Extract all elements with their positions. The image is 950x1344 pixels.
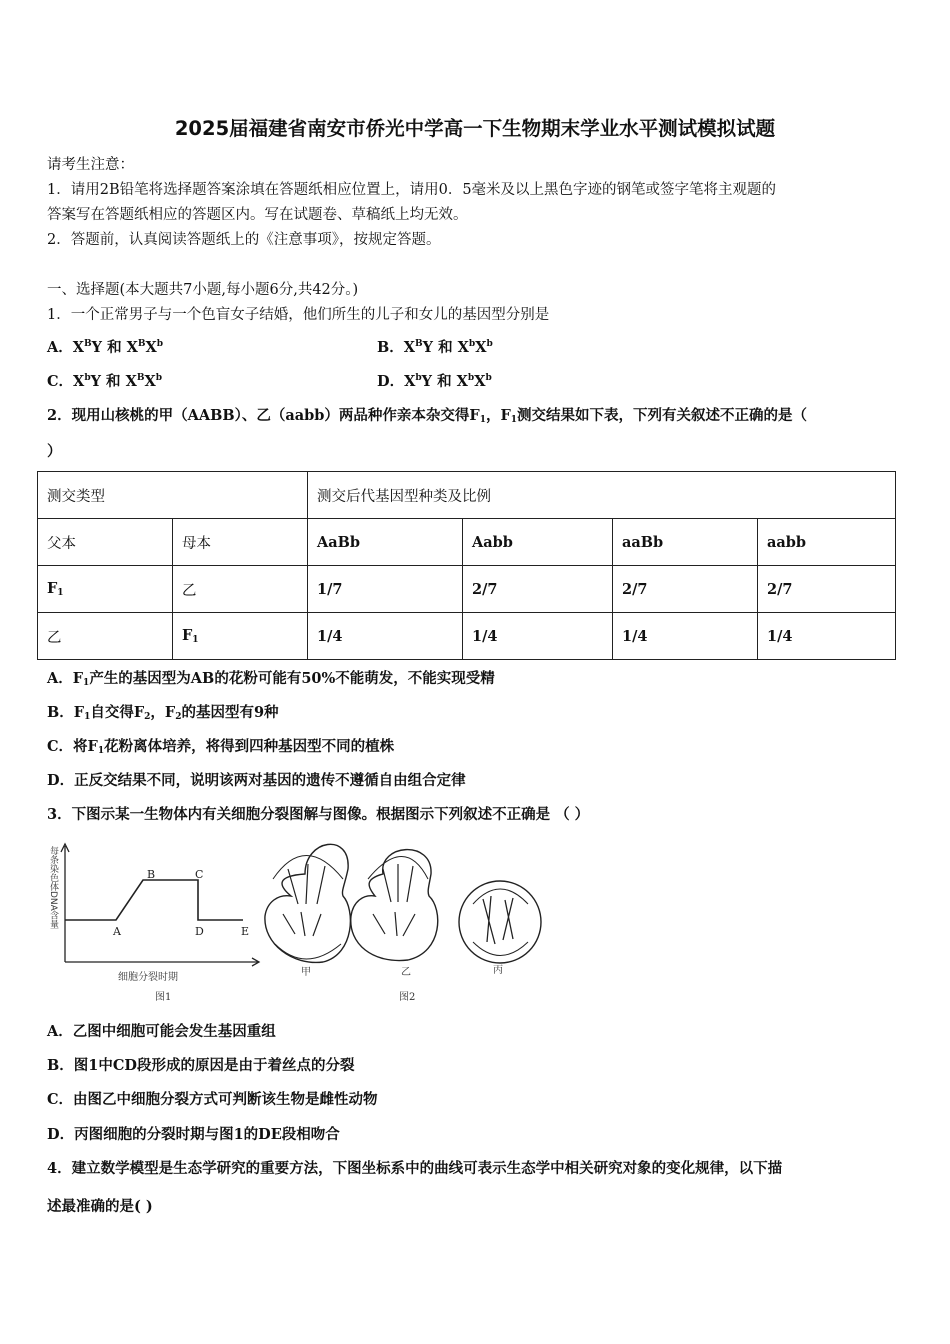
q1-option-d: D．$X^bY$ 和 $X^bX^b$ (377, 373, 492, 390)
table-col-mother: 母本 (173, 519, 308, 566)
cell-division-figure (43, 834, 543, 1009)
graph-xlabel: 细胞分裂时期 (118, 972, 178, 983)
q4-stem: 4．建立数学模型是生态学研究的重要方法，下图坐标系中的曲线可表示生态学中相关研究对象的变化规律，以下描 (47, 1160, 783, 1177)
cell-jia (265, 844, 350, 962)
table-row (38, 566, 896, 613)
table-col-father: 父本 (38, 519, 173, 566)
q2-option-b: B．$F_1$自交得$F_2$，$F_2$的基因型有9种 (47, 704, 279, 722)
table-col-aabb-3: aaBb (613, 519, 758, 566)
graph-point-e: E (241, 925, 250, 938)
graph-point-b: B (147, 868, 156, 881)
table-header-type: 测交类型 (38, 472, 308, 519)
cell-bing-label: 丙 (493, 965, 503, 976)
table-cell: 2/7 (613, 566, 758, 613)
testcross-table (37, 471, 896, 660)
q2-option-c: C．将$F_1$花粉离体培养，将得到四种基因型不同的植株 (47, 738, 395, 756)
table-col-aabb-1: AaBb (308, 519, 463, 566)
table-row (38, 613, 896, 660)
table-cell: 乙 (173, 566, 308, 613)
q1-stem: 1．一个正常男子与一个色盲女子结婚，他们所生的儿子和女儿的基因型分别是 (47, 307, 550, 323)
q2-stem-end: ） (47, 443, 62, 460)
q1-option-b: B．$X^BY$ 和 $X^bX^b$ (377, 339, 493, 356)
q2-option-a: A．$F_1$产生的基因型为AB的花粉可能有50%不能萌发，不能实现受精 (47, 670, 495, 688)
table-cell: $F_1$ (173, 613, 308, 660)
figure1-caption: 图1 (155, 992, 172, 1003)
q4-stem-b: 述最准确的是( ) (47, 1198, 153, 1215)
table-cell: 乙 (38, 613, 173, 660)
q3-stem: 3．下图示某一生物体内有关细胞分裂图解与图像。根据图示下列叙述不正确是 （ ） (47, 806, 590, 823)
cell-jia-label: 甲 (301, 967, 311, 978)
table-header-ratio: 测交后代基因型种类及比例 (308, 472, 896, 519)
graph-point-c: C (195, 868, 204, 881)
notice-line-2: 2．答题前，认真阅读答题纸上的《注意事项》，按规定答题。 (47, 232, 441, 248)
notice-heading: 请考生注意： (47, 157, 134, 173)
graph-point-a: A (113, 925, 121, 938)
table-col-aabb-4: aabb (758, 519, 896, 566)
graph-ylabel: 每条染色体DNA含量 (48, 846, 58, 929)
q3-option-a: A．乙图中细胞可能会发生基因重组 (47, 1023, 276, 1040)
section-heading: 一、选择题(本大题共7小题,每小题6分,共42分。) (47, 282, 359, 298)
page-title: 2025届福建省南安市侨光中学高一下生物期末学业水平测试模拟试题 (174, 117, 776, 140)
q2-stem: 2．现用山核桃的甲（AABB）、乙（aabb）两品种作亲本杂交得$F_1$，$F_1$测交结果如下表，下列有关叙述不正确的是（ (47, 407, 808, 425)
dna-content-graph (61, 844, 259, 966)
q1-option-a: A．$X^BY$ 和 $X^BX^b$ (47, 339, 164, 356)
graph-point-d: D (195, 925, 204, 938)
notice-line-1: 1．请用2B铅笔将选择题答案涂填在答题纸相应位置上，请用0．5毫米及以上黑色字迹的钢笔或签字笔将主观题的 (47, 182, 777, 198)
q3-option-b: B．图1中CD段形成的原因是由于着丝点的分裂 (47, 1057, 355, 1074)
table-cell: 1/4 (308, 613, 463, 660)
figure2-caption: 图2 (399, 992, 416, 1003)
table-cell: 2/7 (758, 566, 896, 613)
q1-option-c: C．$X^bY$ 和 $X^BX^b$ (47, 373, 163, 390)
table-cell: $F_1$ (38, 566, 173, 613)
notice-line-1b: 答案写在答题纸相应的答题区内。写在试题卷、草稿纸上均无效。 (47, 207, 468, 223)
table-cell: 1/4 (758, 613, 896, 660)
cell-yi-label: 乙 (401, 967, 411, 978)
table-cell: 2/7 (463, 566, 613, 613)
table-cell: 1/4 (463, 613, 613, 660)
q3-option-c: C．由图乙中细胞分裂方式可判断该生物是雌性动物 (47, 1091, 378, 1108)
table-cell: 1/4 (613, 613, 758, 660)
table-cell: 1/7 (308, 566, 463, 613)
q3-option-d: D．丙图细胞的分裂时期与图1的DE段相吻合 (47, 1126, 340, 1143)
q2-option-d: D．正反交结果不同，说明该两对基因的遗传不遵循自由组合定律 (47, 772, 466, 789)
table-col-aabb-2: Aabb (463, 519, 613, 566)
cell-bing (459, 881, 541, 963)
cell-yi (351, 850, 438, 961)
